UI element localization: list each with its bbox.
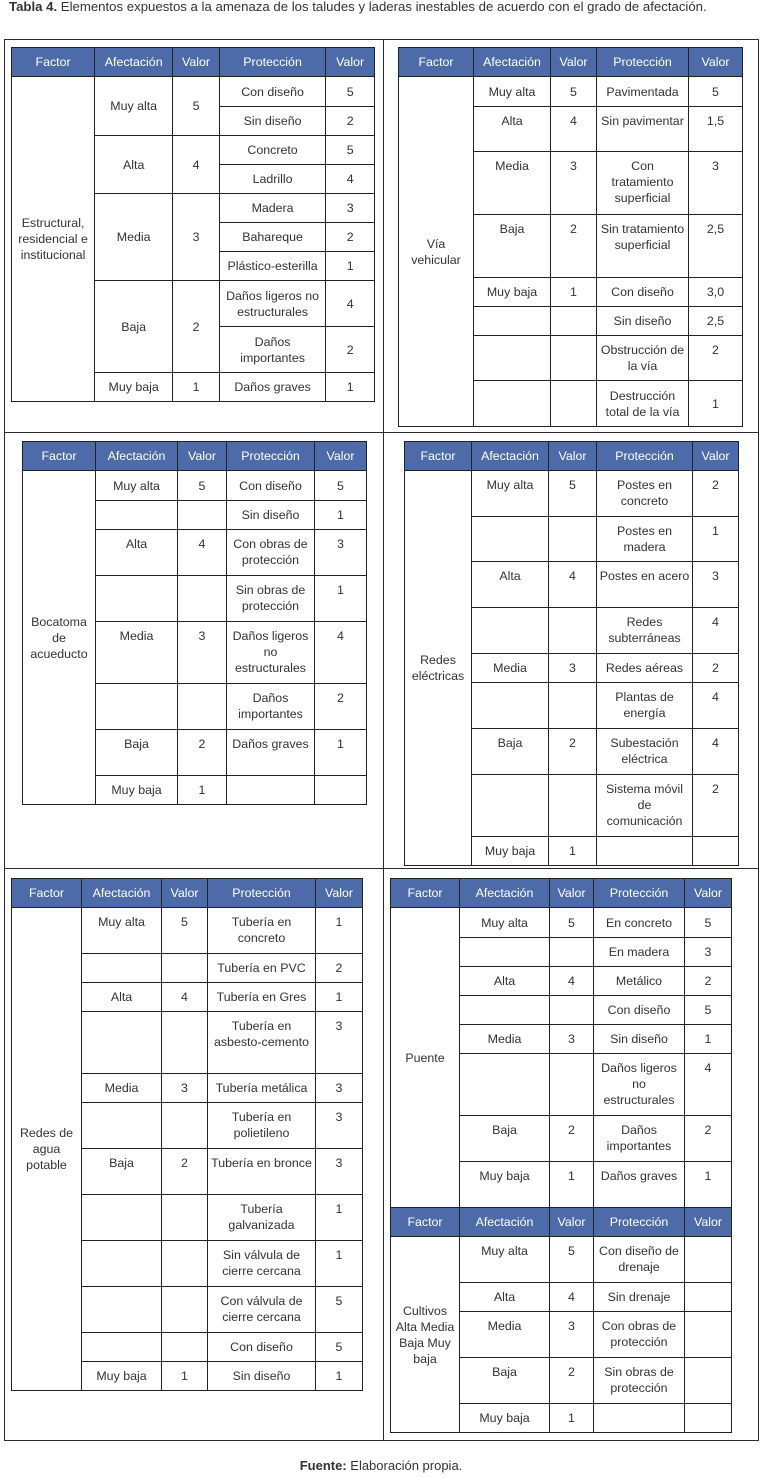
afectacion-cell: [472, 608, 549, 654]
proteccion-cell: Sin diseño: [208, 1362, 316, 1391]
valor-proteccion-cell: 5: [315, 471, 367, 501]
proteccion-cell: Daños graves: [227, 730, 315, 776]
valor-cell: 2: [550, 1116, 594, 1162]
valor-proteccion-cell: 2: [685, 967, 732, 996]
valor-proteccion-cell: 2: [693, 471, 739, 517]
afectacion-cell: [82, 1287, 162, 1333]
afectacion-cell: Media: [460, 1025, 550, 1054]
proteccion-cell: Redes aéreas: [597, 654, 693, 683]
valor-proteccion-cell: 3: [316, 1103, 363, 1149]
valor-cell: 3: [162, 1074, 208, 1103]
afectacion-cell: [474, 307, 551, 336]
afectacion-cell: [82, 1012, 162, 1074]
valor-proteccion-cell: 5: [316, 1333, 363, 1362]
header-afectacion: Afectación: [460, 879, 550, 908]
valor-cell: 4: [178, 530, 227, 576]
factor-cell: Bocatoma de acueducto: [23, 471, 96, 805]
valor-cell: 5: [550, 1237, 594, 1283]
valor-proteccion-cell: 3: [689, 152, 743, 215]
header-afectacion: Afectación: [474, 48, 551, 77]
valor-cell: 1: [178, 776, 227, 805]
valor-cell: 5: [551, 77, 597, 107]
afectacion-cell: Baja: [96, 730, 178, 776]
valor-proteccion-cell: 4: [693, 683, 739, 729]
valor-cell: 4: [173, 136, 220, 194]
valor-proteccion-cell: 1: [326, 373, 375, 402]
header-row: [12, 48, 375, 77]
proteccion-cell: Redes subterráneas: [597, 608, 693, 654]
proteccion-cell: Sistema móvil de comunicación: [597, 775, 693, 837]
proteccion-cell: Tubería en bronce: [208, 1149, 316, 1195]
proteccion-cell: Concreto: [219, 136, 325, 165]
afectacion-cell: Muy alta: [95, 77, 173, 136]
valor-proteccion-cell: 4: [685, 1054, 732, 1116]
proteccion-cell: Daños ligeros no estructurales: [219, 281, 325, 327]
header-valor: Valor: [551, 48, 597, 77]
table-redes-electricas: [404, 441, 738, 866]
header-factor: Factor: [391, 879, 460, 908]
valor-proteccion-cell: 3: [326, 194, 375, 223]
afectacion-cell: [96, 501, 178, 530]
proteccion-cell: Postes en madera: [597, 517, 693, 562]
table-estructural: [11, 47, 375, 402]
valor-cell: 5: [162, 908, 208, 954]
valor-proteccion-cell: 1: [316, 1241, 363, 1287]
valor-cell: 5: [550, 908, 594, 938]
valor-cell: 1: [550, 1404, 594, 1433]
valor-proteccion-cell: 3: [316, 1149, 363, 1195]
valor-cell: 2: [550, 1358, 594, 1404]
valor-cell: 4: [549, 562, 597, 608]
afectacion-cell: Muy baja: [95, 373, 173, 402]
afectacion-cell: Baja: [460, 1116, 550, 1162]
valor-proteccion-cell: 1: [316, 983, 363, 1012]
header-proteccion: Protección: [594, 1208, 685, 1237]
afectacion-cell: Muy baja: [460, 1162, 550, 1208]
valor-cell: 3: [178, 622, 227, 684]
valor-cell: 3: [550, 1025, 594, 1054]
valor-cell: 4: [551, 107, 597, 152]
source-footer: Fuente: Elaboración propia.: [299, 1458, 463, 1473]
header-valor-proteccion: Valor: [315, 442, 367, 471]
header-valor: Valor: [550, 1208, 594, 1237]
afectacion-cell: Baja: [95, 281, 173, 373]
proteccion-cell: Postes en acero: [597, 562, 693, 608]
header-proteccion: Protección: [227, 442, 315, 471]
header-row: [23, 442, 367, 471]
afectacion-cell: Muy baja: [96, 776, 178, 805]
factor-cell: Cultivos Alta Media Baja Muy baja: [391, 1237, 460, 1433]
header-afectacion: Afectación: [96, 442, 178, 471]
proteccion-cell: Tubería metálica: [208, 1074, 316, 1103]
proteccion-cell: En madera: [594, 938, 685, 967]
proteccion-cell: [597, 837, 693, 866]
header-row: [399, 48, 743, 77]
proteccion-cell: Con diseño: [597, 278, 689, 307]
header-proteccion: Protección: [219, 48, 325, 77]
header-valor: Valor: [550, 879, 594, 908]
valor-cell: 2: [549, 729, 597, 775]
valor-cell: [550, 996, 594, 1025]
valor-proteccion-cell: 1: [315, 501, 367, 530]
table-row: [12, 77, 375, 107]
valor-proteccion-cell: 3: [685, 938, 732, 967]
valor-cell: 4: [550, 967, 594, 996]
valor-cell: [549, 608, 597, 654]
proteccion-cell: Con obras de protección: [594, 1312, 685, 1358]
valor-proteccion-cell: 2,5: [689, 307, 743, 336]
afectacion-cell: Muy baja: [82, 1362, 162, 1391]
proteccion-cell: Tubería en asbesto-cemento: [208, 1012, 316, 1074]
valor-cell: [162, 1287, 208, 1333]
valor-proteccion-cell: 5: [689, 77, 743, 107]
valor-proteccion-cell: 1: [315, 730, 367, 776]
valor-cell: [549, 775, 597, 837]
afectacion-cell: Muy alta: [82, 908, 162, 954]
factor-cell: Vía vehicular: [399, 77, 474, 427]
proteccion-cell: Sin drenaje: [594, 1283, 685, 1312]
header-factor: Factor: [405, 442, 472, 471]
table-puente-cultivos: [390, 878, 731, 1433]
header-valor-proteccion: Valor: [689, 48, 743, 77]
valor-proteccion-cell: 2: [689, 336, 743, 381]
table-row: [391, 908, 732, 938]
valor-proteccion-cell: [685, 1404, 732, 1433]
afectacion-cell: Media: [95, 194, 173, 281]
proteccion-cell: Sin pavimentar: [597, 107, 689, 152]
afectacion-cell: [474, 381, 551, 427]
proteccion-cell: Madera: [219, 194, 325, 223]
afectacion-cell: Media: [472, 654, 549, 683]
valor-proteccion-cell: 3: [316, 1074, 363, 1103]
valor-proteccion-cell: 2: [316, 954, 363, 983]
afectacion-cell: Muy baja: [460, 1404, 550, 1433]
factor-cell: Estructural, residencial e institucional: [12, 77, 95, 402]
proteccion-cell: Sin diseño: [594, 1025, 685, 1054]
valor-cell: [550, 938, 594, 967]
afectacion-cell: Baja: [82, 1149, 162, 1195]
valor-proteccion-cell: 2: [326, 327, 375, 373]
afectacion-cell: [96, 684, 178, 730]
proteccion-cell: Con diseño: [594, 996, 685, 1025]
valor-proteccion-cell: 3: [693, 562, 739, 608]
proteccion-cell: Sin tratamiento superficial: [597, 215, 689, 278]
table-row: [391, 1237, 732, 1283]
valor-proteccion-cell: [685, 1312, 732, 1358]
afectacion-cell: [82, 1195, 162, 1241]
header-afectacion: Afectación: [472, 442, 549, 471]
valor-cell: 3: [549, 654, 597, 683]
valor-proteccion-cell: 1: [685, 1162, 732, 1208]
proteccion-cell: Sin válvula de cierre cercana: [208, 1241, 316, 1287]
valor-proteccion-cell: 1: [685, 1025, 732, 1054]
table-caption: Tabla 4. Elementos expuestos a la amenaza de los taludes y laderas inestables de acuerdo con el grado de afectación.: [9, 0, 707, 14]
valor-proteccion-cell: 1,5: [689, 107, 743, 152]
valor-proteccion-cell: 3: [315, 530, 367, 576]
afectacion-cell: [82, 1241, 162, 1287]
valor-cell: [162, 954, 208, 983]
afectacion-cell: Alta: [95, 136, 173, 194]
valor-cell: 1: [173, 373, 220, 402]
valor-cell: [178, 501, 227, 530]
proteccion-cell: Tubería en PVC: [208, 954, 316, 983]
proteccion-cell: En concreto: [594, 908, 685, 938]
valor-cell: 2: [162, 1149, 208, 1195]
proteccion-cell: Sin obras de protección: [594, 1358, 685, 1404]
valor-proteccion-cell: 5: [685, 996, 732, 1025]
afectacion-cell: [96, 576, 178, 622]
valor-cell: 1: [549, 837, 597, 866]
valor-proteccion-cell: 1: [316, 1362, 363, 1391]
afectacion-cell: Media: [460, 1312, 550, 1358]
afectacion-cell: Media: [82, 1074, 162, 1103]
valor-proteccion-cell: 2: [326, 223, 375, 252]
table-bocatoma: [22, 441, 366, 805]
valor-cell: [178, 684, 227, 730]
header-factor: Factor: [12, 879, 82, 908]
valor-cell: [549, 683, 597, 729]
proteccion-cell: Con diseño de drenaje: [594, 1237, 685, 1283]
valor-proteccion-cell: 3: [316, 1012, 363, 1074]
table-row: [399, 77, 743, 107]
afectacion-cell: Alta: [474, 107, 551, 152]
proteccion-cell: Tubería en concreto: [208, 908, 316, 954]
afectacion-cell: Muy alta: [460, 1237, 550, 1283]
afectacion-cell: [460, 996, 550, 1025]
valor-proteccion-cell: 2: [315, 684, 367, 730]
table-row: [23, 471, 367, 501]
valor-cell: [551, 336, 597, 381]
proteccion-cell: Pavimentada: [597, 77, 689, 107]
header-proteccion: Protección: [597, 442, 693, 471]
valor-proteccion-cell: 4: [315, 622, 367, 684]
proteccion-cell: [594, 1404, 685, 1433]
proteccion-cell: Plantas de energía: [597, 683, 693, 729]
afectacion-cell: [82, 1103, 162, 1149]
proteccion-cell: [227, 776, 315, 805]
valor-cell: 5: [178, 471, 227, 501]
afectacion-cell: Alta: [460, 1283, 550, 1312]
afectacion-cell: [460, 1054, 550, 1116]
table-via-vehicular: [398, 47, 742, 427]
afectacion-cell: Baja: [460, 1358, 550, 1404]
proteccion-cell: Con válvula de cierre cercana: [208, 1287, 316, 1333]
afectacion-cell: [460, 938, 550, 967]
valor-cell: 4: [550, 1283, 594, 1312]
afectacion-cell: Media: [96, 622, 178, 684]
header-afectacion: Afectación: [82, 879, 162, 908]
proteccion-cell: Tubería galvanizada: [208, 1195, 316, 1241]
header-valor-proteccion: Valor: [685, 1208, 732, 1237]
proteccion-cell: Daños graves: [594, 1162, 685, 1208]
header-valor: Valor: [173, 48, 220, 77]
proteccion-cell: Subestación eléctrica: [597, 729, 693, 775]
header-row: [12, 879, 363, 908]
afectacion-cell: [474, 336, 551, 381]
valor-cell: 5: [173, 77, 220, 136]
valor-proteccion-cell: [315, 776, 367, 805]
afectacion-cell: Alta: [82, 983, 162, 1012]
afectacion-cell: Muy baja: [472, 837, 549, 866]
valor-proteccion-cell: 2: [693, 775, 739, 837]
afectacion-cell: Alta: [96, 530, 178, 576]
valor-cell: 4: [162, 983, 208, 1012]
valor-proteccion-cell: 3,0: [689, 278, 743, 307]
proteccion-cell: Daños ligeros no estructurales: [227, 622, 315, 684]
table-row: [405, 471, 739, 517]
proteccion-cell: Daños graves: [219, 373, 325, 402]
valor-cell: [178, 576, 227, 622]
proteccion-cell: Sin diseño: [597, 307, 689, 336]
valor-cell: [162, 1103, 208, 1149]
proteccion-cell: Con obras de protección: [227, 530, 315, 576]
valor-cell: 1: [550, 1162, 594, 1208]
valor-proteccion-cell: 4: [326, 281, 375, 327]
valor-proteccion-cell: 4: [693, 608, 739, 654]
valor-cell: [549, 517, 597, 562]
proteccion-cell: Bahareque: [219, 223, 325, 252]
valor-cell: 5: [549, 471, 597, 517]
proteccion-cell: Daños importantes: [594, 1116, 685, 1162]
header-row: [391, 879, 732, 908]
valor-cell: [551, 307, 597, 336]
valor-proteccion-cell: 1: [315, 576, 367, 622]
proteccion-cell: Sin diseño: [219, 107, 325, 136]
valor-proteccion-cell: [693, 837, 739, 866]
proteccion-cell: Destrucción total de la vía: [597, 381, 689, 427]
proteccion-cell: Sin diseño: [227, 501, 315, 530]
header-factor: Factor: [23, 442, 96, 471]
proteccion-cell: Daños ligeros no estructurales: [594, 1054, 685, 1116]
factor-cell: Redes eléctricas: [405, 471, 472, 866]
proteccion-cell: Ladrillo: [219, 165, 325, 194]
valor-cell: 2: [178, 730, 227, 776]
header-valor: Valor: [549, 442, 597, 471]
header-proteccion: Protección: [208, 879, 316, 908]
header-factor: Factor: [391, 1208, 460, 1237]
valor-proteccion-cell: 5: [326, 136, 375, 165]
valor-cell: 2: [173, 281, 220, 373]
header-valor-proteccion: Valor: [326, 48, 375, 77]
valor-cell: [551, 381, 597, 427]
valor-cell: 1: [162, 1362, 208, 1391]
afectacion-cell: Muy alta: [96, 471, 178, 501]
valor-cell: 3: [173, 194, 220, 281]
afectacion-cell: [82, 954, 162, 983]
header-proteccion: Protección: [594, 879, 685, 908]
afectacion-cell: Muy alta: [460, 908, 550, 938]
proteccion-cell: Daños importantes: [219, 327, 325, 373]
proteccion-cell: Sin obras de protección: [227, 576, 315, 622]
valor-proteccion-cell: 1: [316, 908, 363, 954]
factor-cell: Redes de agua potable: [12, 908, 82, 1391]
factor-cell: Puente: [391, 908, 460, 1208]
valor-proteccion-cell: 2: [693, 654, 739, 683]
proteccion-cell: Con tratamiento superficial: [597, 152, 689, 215]
table-row: [12, 908, 363, 954]
afectacion-cell: Muy alta: [472, 471, 549, 517]
header-valor: Valor: [178, 442, 227, 471]
header-factor: Factor: [399, 48, 474, 77]
valor-proteccion-cell: 1: [693, 517, 739, 562]
valor-cell: [162, 1012, 208, 1074]
valor-proteccion-cell: [685, 1358, 732, 1404]
valor-proteccion-cell: [685, 1237, 732, 1283]
afectacion-cell: Alta: [472, 562, 549, 608]
header-valor-proteccion: Valor: [685, 879, 732, 908]
valor-proteccion-cell: 4: [693, 729, 739, 775]
afectacion-cell: [472, 517, 549, 562]
valor-proteccion-cell: 2: [685, 1116, 732, 1162]
afectacion-cell: [472, 775, 549, 837]
valor-cell: [162, 1195, 208, 1241]
header-row: [405, 442, 739, 471]
valor-cell: 3: [551, 152, 597, 215]
valor-proteccion-cell: 1: [689, 381, 743, 427]
header-row-cultivos: [391, 1208, 732, 1237]
valor-proteccion-cell: 2: [326, 107, 375, 136]
proteccion-cell: Postes en concreto: [597, 471, 693, 517]
proteccion-cell: Obstrucción de la vía: [597, 336, 689, 381]
proteccion-cell: Daños importantes: [227, 684, 315, 730]
afectacion-cell: [82, 1333, 162, 1362]
afectacion-cell: Muy baja: [474, 278, 551, 307]
valor-proteccion-cell: 2,5: [689, 215, 743, 278]
valor-cell: 2: [551, 215, 597, 278]
afectacion-cell: Media: [474, 152, 551, 215]
valor-cell: [162, 1241, 208, 1287]
valor-proteccion-cell: 1: [326, 252, 375, 281]
header-valor-proteccion: Valor: [693, 442, 739, 471]
table-redes-agua: [11, 878, 362, 1391]
proteccion-cell: Con diseño: [227, 471, 315, 501]
header-afectacion: Afectación: [95, 48, 173, 77]
proteccion-cell: Con diseño: [219, 77, 325, 107]
valor-cell: [550, 1054, 594, 1116]
valor-cell: [162, 1333, 208, 1362]
proteccion-cell: Con diseño: [208, 1333, 316, 1362]
proteccion-cell: Metálico: [594, 967, 685, 996]
valor-proteccion-cell: 1: [316, 1195, 363, 1241]
proteccion-cell: Tubería en polietileno: [208, 1103, 316, 1149]
valor-proteccion-cell: 5: [326, 77, 375, 107]
header-valor-proteccion: Valor: [316, 879, 363, 908]
header-valor: Valor: [162, 879, 208, 908]
valor-proteccion-cell: 4: [326, 165, 375, 194]
valor-proteccion-cell: [685, 1283, 732, 1312]
header-factor: Factor: [12, 48, 95, 77]
valor-cell: 3: [550, 1312, 594, 1358]
afectacion-cell: Baja: [474, 215, 551, 278]
valor-proteccion-cell: 5: [316, 1287, 363, 1333]
header-afectacion: Afectación: [460, 1208, 550, 1237]
afectacion-cell: Baja: [472, 729, 549, 775]
proteccion-cell: Plástico-esterilla: [219, 252, 325, 281]
proteccion-cell: Tubería en Gres: [208, 983, 316, 1012]
afectacion-cell: Alta: [460, 967, 550, 996]
valor-cell: 1: [551, 278, 597, 307]
header-proteccion: Protección: [597, 48, 689, 77]
valor-proteccion-cell: 5: [685, 908, 732, 938]
afectacion-cell: [472, 683, 549, 729]
afectacion-cell: Muy alta: [474, 77, 551, 107]
